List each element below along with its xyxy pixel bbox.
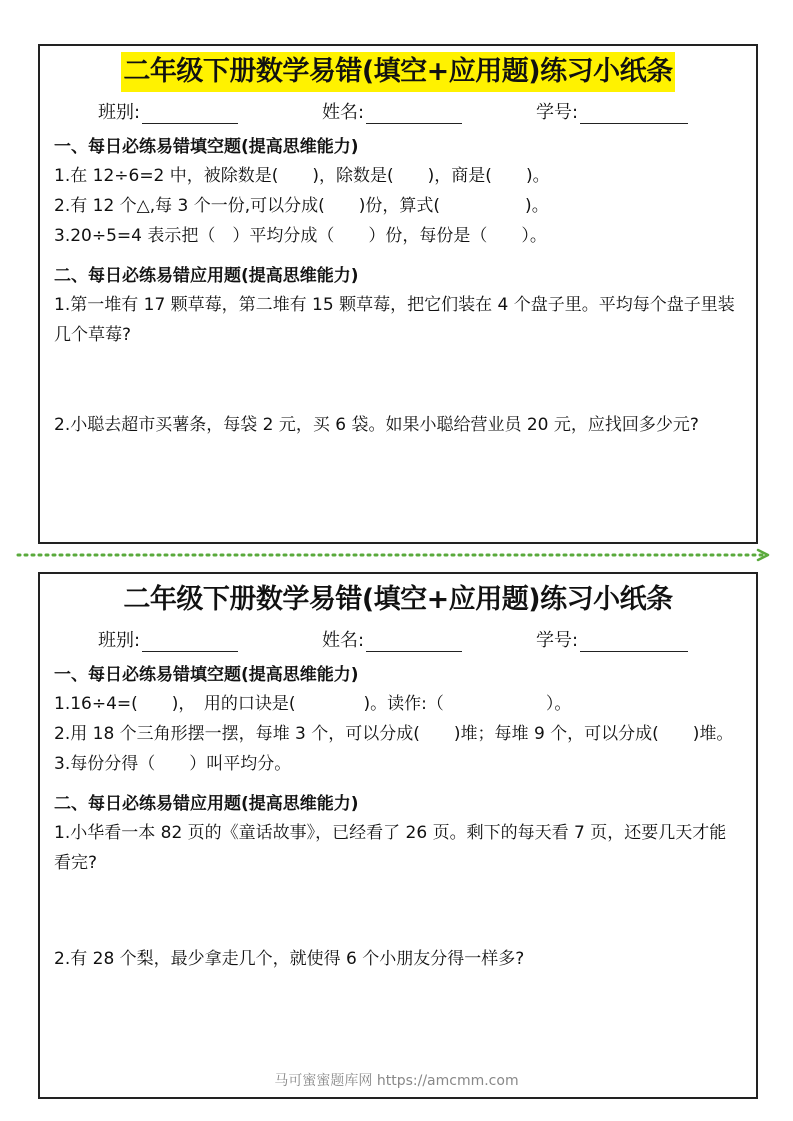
- student-id-field[interactable]: [536, 98, 688, 124]
- app-question-1: 1.第一堆有 17 颗草莓，第二堆有 15 颗草莓，把它们装在 4 个盘子里。平均每个盘子里装几个草莓?: [54, 295, 735, 345]
- class-field[interactable]: [98, 626, 238, 652]
- class-blank[interactable]: [142, 633, 238, 652]
- fill-section-title: 一、每日必练易错填空题(提高思维能力): [54, 665, 359, 685]
- name-blank[interactable]: [366, 105, 462, 124]
- class-field[interactable]: [98, 98, 238, 124]
- dotted-arrow-divider: [16, 548, 776, 562]
- class-blank[interactable]: [142, 105, 238, 124]
- student-id-label: 学号:: [536, 102, 579, 123]
- student-id-label: 学号:: [536, 630, 579, 651]
- fill-section-title: 一、每日必练易错填空题(提高思维能力): [54, 137, 359, 157]
- worksheet-card-2: [38, 572, 758, 1099]
- app-section-title: 二、每日必练易错应用题(提高思维能力): [54, 794, 359, 814]
- class-label: 班别:: [98, 102, 141, 123]
- fill-question-3: 3.20÷5=4 表示把（ ）平均分成（ ）份，每份是（ ）。: [54, 226, 547, 246]
- answer-space: [40, 878, 756, 944]
- app-question-2: 2.小聪去超市买薯条，每袋 2 元，买 6 袋。如果小聪给营业员 20 元，应找回多少元?: [54, 415, 699, 435]
- footer-watermark: 马可蜜蜜题库网 https://amcmm.com: [274, 1073, 519, 1089]
- app-question-1: 1.小华看一本 82 页的《童话故事》，已经看了 26 页。剩下的每天看 7 页，还要几天才能看完?: [54, 823, 727, 873]
- app-section-title: 二、每日必练易错应用题(提高思维能力): [54, 266, 359, 286]
- name-label: 姓名:: [322, 102, 365, 123]
- student-info-row: [40, 94, 756, 124]
- name-field[interactable]: [322, 98, 462, 124]
- name-label: 姓名:: [322, 630, 365, 651]
- name-blank[interactable]: [366, 633, 462, 652]
- student-id-blank[interactable]: [580, 633, 688, 652]
- student-id-field[interactable]: [536, 626, 688, 652]
- class-label: 班别:: [98, 630, 141, 651]
- card-title: 二年级下册数学易错(填空+应用题)练习小纸条: [121, 52, 674, 92]
- worksheet-card-1: [38, 44, 758, 544]
- fill-question-3: 3.每份分得（ ）叫平均分。: [54, 754, 292, 774]
- fill-question-2: 2.用 18 个三角形摆一摆，每堆 3 个，可以分成( )堆；每堆 9 个，可以分成( )堆。: [54, 724, 734, 744]
- student-info-row: [40, 622, 756, 652]
- fill-question-1: 1.16÷4=( )， 用的口诀是( )。读作:（ ）。: [54, 694, 572, 714]
- app-question-2: 2.有 28 个梨，最少拿走几个，就使得 6 个小朋友分得一样多?: [54, 949, 525, 969]
- fill-question-2: 2.有 12 个△,每 3 个一份,可以分成( )份，算式( )。: [54, 196, 549, 216]
- student-id-blank[interactable]: [580, 105, 688, 124]
- card-title: 二年级下册数学易错(填空+应用题)练习小纸条: [123, 584, 673, 615]
- name-field[interactable]: [322, 626, 462, 652]
- fill-question-1: 1.在 12÷6=2 中，被除数是( )，除数是( )，商是( )。: [54, 166, 550, 186]
- answer-space: [40, 350, 756, 410]
